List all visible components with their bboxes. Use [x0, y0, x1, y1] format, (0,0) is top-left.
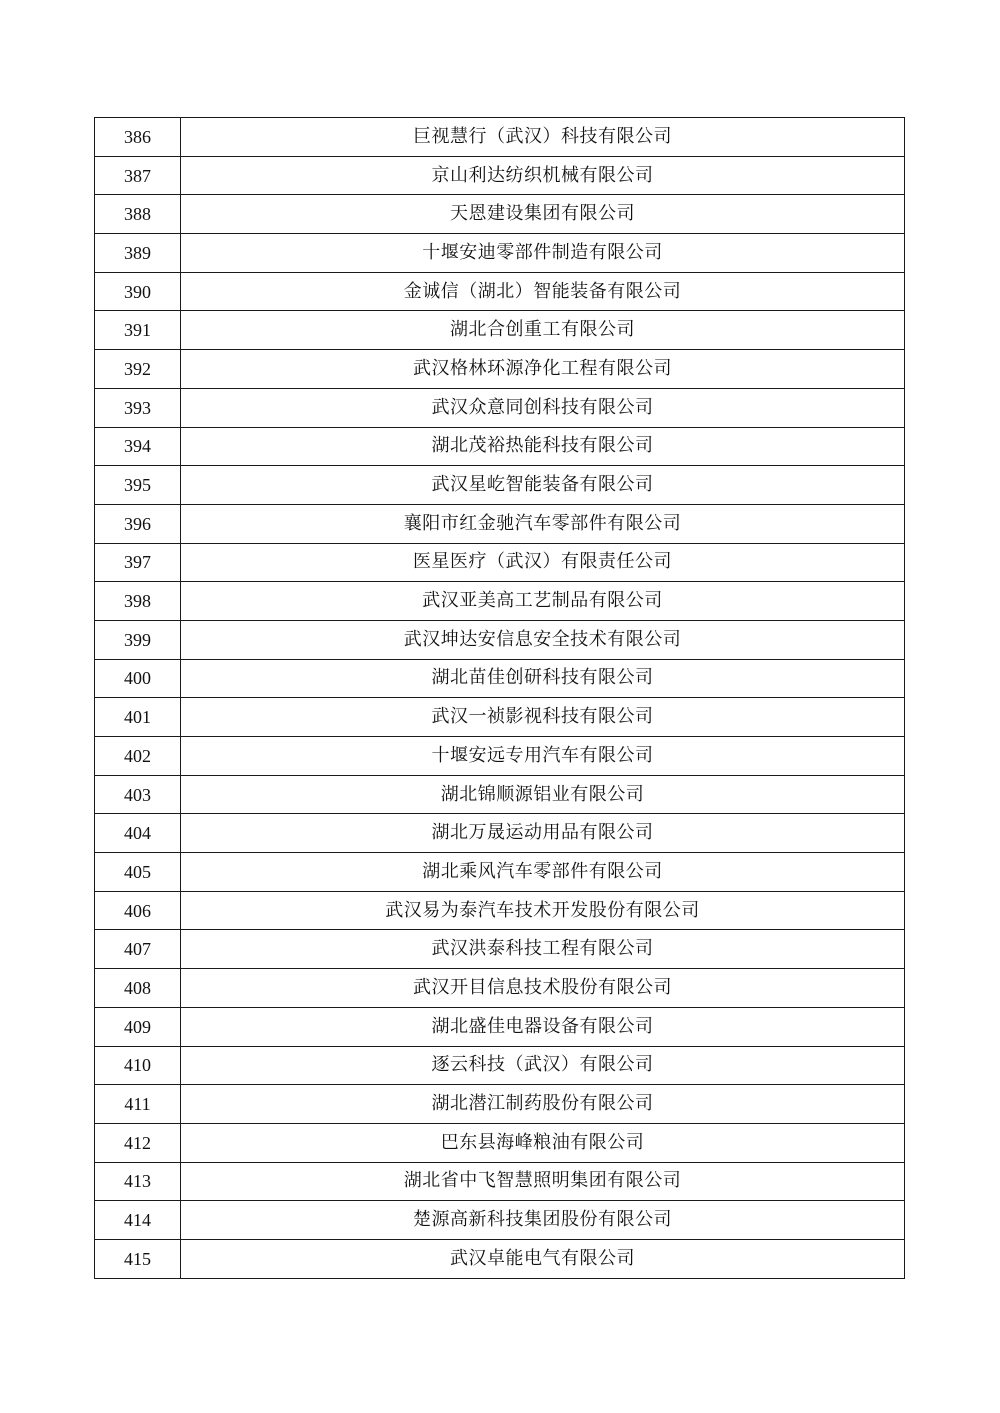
row-number: 394: [95, 427, 181, 466]
row-number: 410: [95, 1046, 181, 1085]
table-row: [95, 543, 905, 582]
table-row: [95, 311, 905, 350]
company-name: 湖北潜江制药股份有限公司: [181, 1085, 905, 1124]
company-name: 湖北省中飞智慧照明集团有限公司: [181, 1162, 905, 1201]
company-name: 京山利达纺织机械有限公司: [181, 156, 905, 195]
row-number: 401: [95, 698, 181, 737]
row-number: 391: [95, 311, 181, 350]
company-name: 医星医疗（武汉）有限责任公司: [181, 543, 905, 582]
table-row: [95, 272, 905, 311]
table-row: [95, 853, 905, 892]
company-name: 襄阳市红金驰汽车零部件有限公司: [181, 504, 905, 543]
table-row: [95, 156, 905, 195]
row-number: 388: [95, 195, 181, 234]
company-name: 巨视慧行（武汉）科技有限公司: [181, 118, 905, 157]
row-number: 408: [95, 969, 181, 1008]
row-number: 393: [95, 388, 181, 427]
company-name: 湖北盛佳电器设备有限公司: [181, 1007, 905, 1046]
table-row: [95, 234, 905, 273]
row-number: 406: [95, 891, 181, 930]
company-name: 逐云科技（武汉）有限公司: [181, 1046, 905, 1085]
company-name: 巴东县海峰粮油有限公司: [181, 1123, 905, 1162]
table-row: [95, 118, 905, 157]
table-row: [95, 195, 905, 234]
company-name: 武汉易为泰汽车技术开发股份有限公司: [181, 891, 905, 930]
company-name: 武汉坤达安信息安全技术有限公司: [181, 620, 905, 659]
row-number: 396: [95, 504, 181, 543]
company-name: 武汉格林环源净化工程有限公司: [181, 350, 905, 389]
table-row: [95, 504, 905, 543]
row-number: 400: [95, 659, 181, 698]
company-name: 金诚信（湖北）智能装备有限公司: [181, 272, 905, 311]
table-row: [95, 969, 905, 1008]
table-row: [95, 1007, 905, 1046]
company-table-body: [95, 118, 905, 1279]
company-name: 湖北乘风汽车零部件有限公司: [181, 853, 905, 892]
table-row: [95, 1162, 905, 1201]
table-row: [95, 659, 905, 698]
row-number: 415: [95, 1239, 181, 1278]
table-row: [95, 1239, 905, 1278]
row-number: 387: [95, 156, 181, 195]
row-number: 409: [95, 1007, 181, 1046]
table-row: [95, 466, 905, 505]
company-name: 武汉众意同创科技有限公司: [181, 388, 905, 427]
row-number: 389: [95, 234, 181, 273]
table-row: [95, 1123, 905, 1162]
company-name: 湖北合创重工有限公司: [181, 311, 905, 350]
company-name: 武汉星屹智能装备有限公司: [181, 466, 905, 505]
row-number: 386: [95, 118, 181, 157]
row-number: 412: [95, 1123, 181, 1162]
row-number: 390: [95, 272, 181, 311]
row-number: 414: [95, 1201, 181, 1240]
company-table: [94, 117, 905, 1279]
row-number: 405: [95, 853, 181, 892]
table-row: [95, 427, 905, 466]
row-number: 402: [95, 737, 181, 776]
company-name: 武汉亚美高工艺制品有限公司: [181, 582, 905, 621]
table-row: [95, 1201, 905, 1240]
company-name: 楚源高新科技集团股份有限公司: [181, 1201, 905, 1240]
table-row: [95, 698, 905, 737]
company-name: 武汉开目信息技术股份有限公司: [181, 969, 905, 1008]
row-number: 398: [95, 582, 181, 621]
table-row: [95, 930, 905, 969]
row-number: 403: [95, 775, 181, 814]
company-name: 天恩建设集团有限公司: [181, 195, 905, 234]
company-name: 湖北锦顺源铝业有限公司: [181, 775, 905, 814]
row-number: 392: [95, 350, 181, 389]
table-row: [95, 891, 905, 930]
row-number: 404: [95, 814, 181, 853]
row-number: 407: [95, 930, 181, 969]
company-name: 十堰安远专用汽车有限公司: [181, 737, 905, 776]
row-number: 397: [95, 543, 181, 582]
table-row: [95, 775, 905, 814]
company-name: 武汉一祯影视科技有限公司: [181, 698, 905, 737]
table-row: [95, 1046, 905, 1085]
table-row: [95, 1085, 905, 1124]
table-row: [95, 388, 905, 427]
row-number: 411: [95, 1085, 181, 1124]
table-row: [95, 737, 905, 776]
row-number: 395: [95, 466, 181, 505]
company-name: 湖北万晟运动用品有限公司: [181, 814, 905, 853]
table-row: [95, 582, 905, 621]
table-row: [95, 814, 905, 853]
row-number: 399: [95, 620, 181, 659]
company-name: 十堰安迪零部件制造有限公司: [181, 234, 905, 273]
table-row: [95, 350, 905, 389]
company-name: 武汉卓能电气有限公司: [181, 1239, 905, 1278]
company-name: 湖北茂裕热能科技有限公司: [181, 427, 905, 466]
table-row: [95, 620, 905, 659]
row-number: 413: [95, 1162, 181, 1201]
company-name: 武汉洪泰科技工程有限公司: [181, 930, 905, 969]
company-name: 湖北苗佳创研科技有限公司: [181, 659, 905, 698]
